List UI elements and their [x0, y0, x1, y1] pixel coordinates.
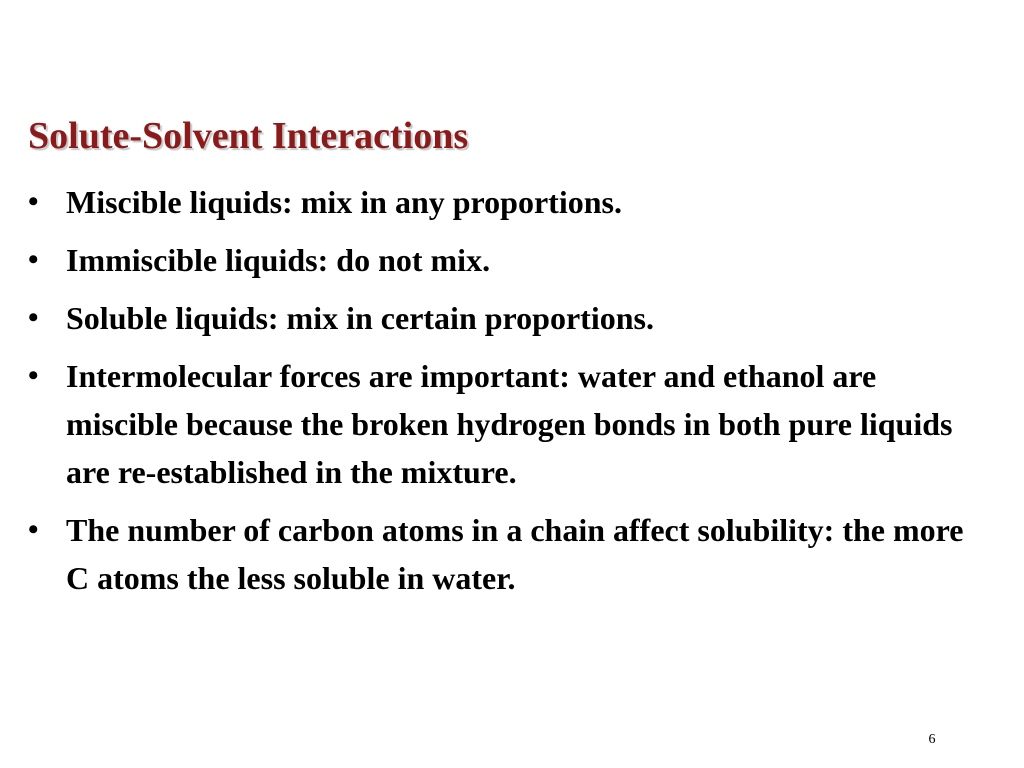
bullet-item — [28, 506, 988, 602]
slide-title: Solute-Solvent Interactions — [28, 115, 469, 157]
bullet-list — [28, 178, 988, 602]
bullet-text: Soluble liquids: mix in certain proportions. — [66, 300, 654, 336]
bullet-text: Intermolecular forces are important: water and ethanol are miscible because the broken hydrogen bonds in both pure liquids are re-established in the mixture. — [66, 358, 953, 490]
bullet-marker: • — [28, 359, 39, 392]
bullet-item — [28, 352, 988, 496]
bullet-marker: • — [28, 243, 39, 276]
bullet-text: The number of carbon atoms in a chain affect solubility: the more C atoms the less soluble in water. — [66, 512, 964, 596]
bullet-marker: • — [28, 185, 39, 218]
bullet-text: Immiscible liquids: do not mix. — [66, 242, 491, 278]
bullet-item — [28, 178, 988, 226]
bullet-text: Miscible liquids: mix in any proportions. — [66, 184, 622, 220]
bullet-marker: • — [28, 301, 39, 334]
bullet-marker: • — [28, 513, 39, 546]
page-number: 6 — [928, 732, 936, 747]
bullet-item — [28, 236, 988, 284]
bullet-item — [28, 294, 988, 342]
